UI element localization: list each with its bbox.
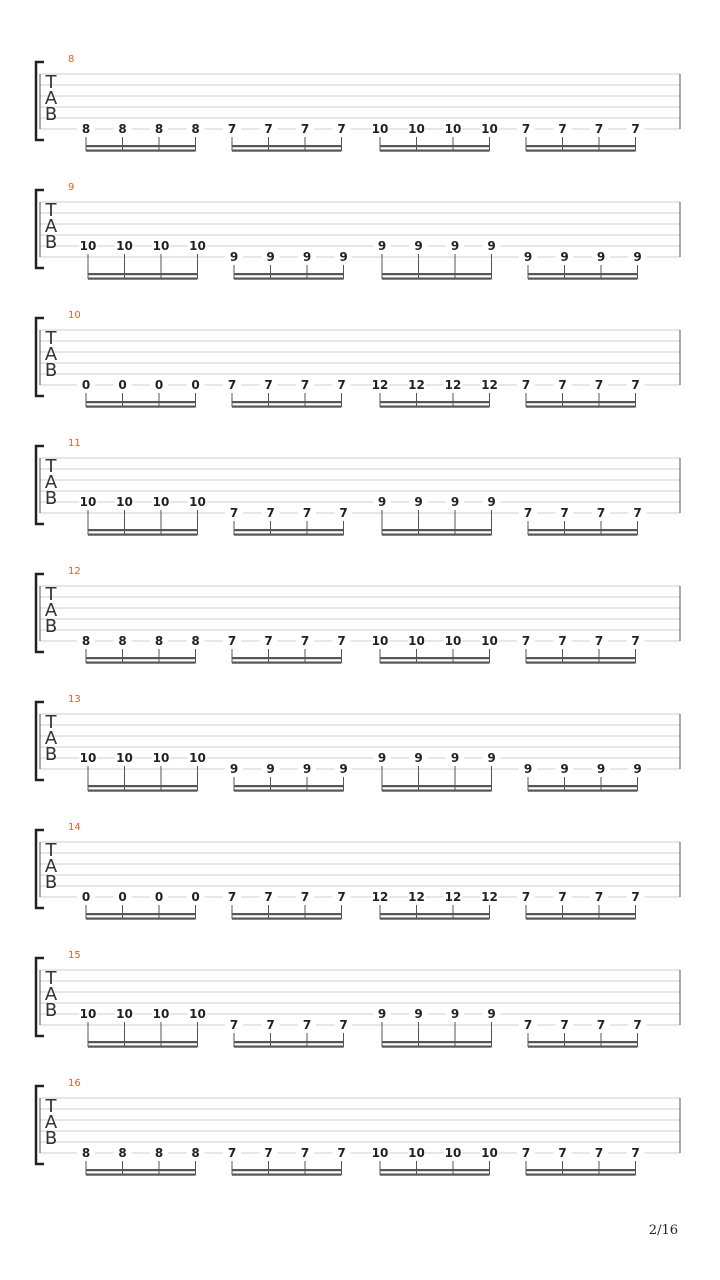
fret-number: 7 [560,506,569,520]
fret-number: 7 [264,634,273,648]
fret-number: 7 [523,506,533,520]
measure-number: 16 [68,1078,81,1089]
beam-secondary [380,662,490,664]
tab-clef-letter: T [45,968,57,989]
fret-number: 7 [596,1018,606,1032]
tab-clef-letter: B [44,616,58,637]
beam-primary [86,145,196,147]
fret-number: 10 [408,1146,425,1160]
tab-clef-letter: A [44,88,58,109]
fret-number: 7 [266,506,275,520]
beam-primary [88,1041,198,1043]
fret-number: 10 [79,1007,97,1021]
fret-number: 7 [300,122,310,136]
fret-number: 7 [521,634,531,648]
beam-primary [86,657,196,659]
tab-clef-letter: T [45,840,57,861]
beam-primary [382,273,492,275]
beam-primary [232,913,342,915]
beam-primary [86,1169,196,1171]
beam-primary [232,1169,342,1171]
fret-number: 10 [116,751,133,765]
fret-number: 0 [191,378,200,392]
beam-primary [380,657,490,659]
fret-number: 7 [558,1146,567,1160]
tab-clef-letter: T [45,456,57,477]
fret-number: 7 [227,634,237,648]
fret-number: 9 [450,239,460,253]
page-number: 2/16 [648,1223,678,1238]
beam-secondary [232,918,342,920]
fret-number: 7 [558,890,567,904]
fret-number: 9 [229,762,239,776]
tab-clef-letter: T [45,328,57,349]
beam-primary [234,273,344,275]
fret-number: 7 [337,890,346,904]
fret-number: 7 [558,122,567,136]
measure-number: 14 [68,822,81,833]
tab-clef-letter: A [44,600,58,621]
beam-primary [88,785,198,787]
beam-secondary [380,918,490,920]
tab-clef-letter: B [44,1000,58,1021]
fret-number: 0 [154,890,164,904]
fret-number: 0 [81,890,91,904]
fret-number: 8 [154,634,164,648]
tab-system [36,54,680,152]
beam-secondary [88,790,198,792]
fret-number: 7 [264,378,273,392]
fret-number: 10 [79,495,97,509]
fret-number: 9 [523,250,533,264]
fret-number: 9 [414,1007,423,1021]
fret-number: 8 [191,1146,200,1160]
fret-number: 10 [189,751,206,765]
beam-primary [526,145,636,147]
fret-number: 10 [444,634,462,648]
fret-number: 7 [227,890,237,904]
beam-secondary [528,278,638,280]
fret-number: 0 [81,378,91,392]
beam-secondary [382,278,492,280]
beam-secondary [526,662,636,664]
beam-secondary [382,790,492,792]
fret-number: 7 [631,378,640,392]
beam-secondary [88,534,198,536]
beam-secondary [232,662,342,664]
fret-number: 10 [408,122,425,136]
fret-number: 9 [266,250,275,264]
tab-clef-letter: B [44,744,58,765]
fret-number: 8 [191,634,200,648]
tab-clef-letter: A [44,728,58,749]
fret-number: 12 [481,890,498,904]
tab-clef-letter: T [45,1096,57,1117]
fret-number: 12 [481,378,498,392]
beam-primary [86,913,196,915]
tab-clef-letter: A [44,344,58,365]
fret-number: 7 [266,1018,275,1032]
fret-number: 9 [560,762,569,776]
measure-number: 9 [68,182,75,193]
tab-clef-letter: A [44,216,58,237]
beam-primary [528,529,638,531]
fret-number: 7 [300,1146,310,1160]
fret-number: 10 [152,495,170,509]
fret-number: 8 [191,122,200,136]
fret-number: 9 [302,762,312,776]
fret-number: 0 [191,890,200,904]
beam-secondary [528,1046,638,1048]
fret-number: 7 [594,634,604,648]
fret-number: 9 [377,1007,387,1021]
fret-number: 10 [444,1146,462,1160]
beam-primary [380,1169,490,1171]
fret-number: 10 [79,239,97,253]
fret-number: 8 [154,1146,164,1160]
beam-primary [526,1169,636,1171]
beam-secondary [86,1174,196,1176]
measure-number: 12 [68,566,81,577]
tab-system [36,566,680,664]
beam-secondary [234,534,344,536]
fret-number: 7 [594,122,604,136]
fret-number: 7 [596,506,606,520]
measure-number: 10 [68,310,81,321]
fret-number: 9 [377,751,387,765]
fret-number: 7 [227,378,237,392]
fret-number: 9 [266,762,275,776]
tab-system [36,950,680,1048]
fret-number: 7 [302,1018,312,1032]
fret-number: 10 [371,634,389,648]
fret-number: 9 [414,751,423,765]
fret-number: 7 [521,890,531,904]
fret-number: 7 [229,506,239,520]
beam-primary [86,401,196,403]
beam-secondary [232,406,342,408]
beam-secondary [526,150,636,152]
measure-number: 13 [68,694,81,705]
fret-number: 10 [189,1007,206,1021]
fret-number: 8 [81,1146,91,1160]
fret-number: 9 [523,762,533,776]
beam-secondary [380,406,490,408]
tab-system [36,182,680,280]
fret-number: 8 [81,634,91,648]
beam-secondary [86,406,196,408]
fret-number: 7 [558,378,567,392]
fret-number: 7 [523,1018,533,1032]
fret-number: 8 [118,1146,127,1160]
measure-number: 11 [68,438,81,449]
fret-number: 7 [631,122,640,136]
tab-clef-letter: B [44,488,58,509]
beam-primary [528,785,638,787]
beam-secondary [382,534,492,536]
fret-number: 7 [264,122,273,136]
fret-number: 9 [377,239,387,253]
fret-number: 10 [371,122,389,136]
fret-number: 12 [371,378,389,392]
fret-number: 7 [594,890,604,904]
beam-secondary [382,1046,492,1048]
fret-number: 10 [481,1146,498,1160]
beam-secondary [380,1174,490,1176]
fret-number: 7 [300,378,310,392]
fret-number: 10 [152,1007,170,1021]
fret-number: 7 [227,1146,237,1160]
fret-number: 7 [339,506,348,520]
fret-number: 8 [118,122,127,136]
beam-secondary [526,1174,636,1176]
beam-secondary [88,1046,198,1048]
fret-number: 9 [487,239,496,253]
tab-system [36,694,680,792]
fret-number: 9 [633,250,642,264]
fret-number: 7 [631,890,640,904]
fret-number: 7 [302,506,312,520]
beam-secondary [234,1046,344,1048]
beam-primary [382,529,492,531]
fret-number: 9 [229,250,239,264]
tab-clef-letter: T [45,200,57,221]
beam-primary [526,657,636,659]
measure-number: 15 [68,950,81,961]
tab-system [36,310,680,408]
tab-system [36,438,680,536]
fret-number: 7 [521,122,531,136]
fret-number: 7 [633,1018,642,1032]
fret-number: 7 [631,1146,640,1160]
fret-number: 10 [152,239,170,253]
beam-primary [232,657,342,659]
fret-number: 10 [189,495,206,509]
fret-number: 10 [116,1007,133,1021]
beam-primary [528,273,638,275]
fret-number: 12 [444,378,462,392]
beam-secondary [380,150,490,152]
beam-primary [526,401,636,403]
fret-number: 7 [560,1018,569,1032]
fret-number: 7 [594,1146,604,1160]
tab-clef-letter: B [44,1128,58,1149]
fret-number: 8 [154,122,164,136]
beam-secondary [86,150,196,152]
fret-number: 7 [337,122,346,136]
fret-number: 9 [414,495,423,509]
fret-number: 10 [408,634,425,648]
tab-system [36,1078,680,1176]
fret-number: 9 [450,751,460,765]
fret-number: 9 [339,250,348,264]
fret-number: 9 [487,495,496,509]
fret-number: 12 [444,890,462,904]
beam-primary [234,1041,344,1043]
fret-number: 12 [408,378,425,392]
fret-number: 7 [264,1146,273,1160]
fret-number: 7 [633,506,642,520]
beam-secondary [528,790,638,792]
measure-number: 8 [68,54,75,65]
fret-number: 7 [300,634,310,648]
beam-primary [232,401,342,403]
beam-primary [88,529,198,531]
fret-number: 9 [450,1007,460,1021]
fret-number: 0 [118,378,127,392]
beam-primary [526,913,636,915]
fret-number: 7 [339,1018,348,1032]
fret-number: 10 [152,751,170,765]
fret-number: 10 [444,122,462,136]
fret-number: 10 [79,751,97,765]
tab-clef-letter: T [45,72,57,93]
fret-number: 7 [229,1018,239,1032]
beam-secondary [88,278,198,280]
beam-primary [380,913,490,915]
fret-number: 10 [481,634,498,648]
fret-number: 12 [408,890,425,904]
tab-clef-letter: B [44,104,58,125]
beam-primary [234,785,344,787]
fret-number: 10 [371,1146,389,1160]
beam-primary [382,785,492,787]
beam-primary [234,529,344,531]
tab-clef-letter: B [44,232,58,253]
tab-clef-letter: T [45,584,57,605]
fret-number: 0 [154,378,164,392]
beam-primary [88,273,198,275]
fret-number: 9 [596,250,606,264]
fret-number: 12 [371,890,389,904]
beam-primary [528,1041,638,1043]
beam-secondary [234,278,344,280]
tab-system [36,822,680,920]
fret-number: 7 [631,634,640,648]
fret-number: 9 [633,762,642,776]
fret-number: 8 [118,634,127,648]
systems-layer [36,54,680,1176]
fret-number: 10 [481,122,498,136]
beam-secondary [526,406,636,408]
fret-number: 7 [300,890,310,904]
tab-clef-letter: A [44,472,58,493]
tab-clef-letter: A [44,984,58,1005]
fret-number: 8 [81,122,91,136]
fret-number: 10 [116,495,133,509]
beam-secondary [528,534,638,536]
tab-clef-letter: T [45,712,57,733]
fret-number: 7 [337,634,346,648]
tab-clef-letter: B [44,872,58,893]
fret-number: 7 [558,634,567,648]
fret-number: 9 [339,762,348,776]
beam-primary [380,401,490,403]
fret-number: 9 [596,762,606,776]
fret-number: 7 [337,378,346,392]
fret-number: 7 [337,1146,346,1160]
fret-number: 7 [521,1146,531,1160]
beam-secondary [234,790,344,792]
fret-number: 0 [118,890,127,904]
tab-clef-letter: A [44,856,58,877]
fret-number: 7 [264,890,273,904]
beam-secondary [86,918,196,920]
beam-secondary [232,1174,342,1176]
fret-number: 7 [521,378,531,392]
fret-number: 7 [227,122,237,136]
beam-secondary [526,918,636,920]
tab-clef-letter: A [44,1112,58,1133]
beam-primary [380,145,490,147]
fret-number: 7 [594,378,604,392]
fret-number: 9 [487,1007,496,1021]
beam-primary [382,1041,492,1043]
fret-number: 10 [116,239,133,253]
fret-number: 9 [414,239,423,253]
beam-secondary [232,150,342,152]
beam-secondary [86,662,196,664]
fret-number: 9 [302,250,312,264]
fret-number: 9 [560,250,569,264]
fret-number: 9 [377,495,387,509]
fret-number: 9 [450,495,460,509]
fret-number: 9 [487,751,496,765]
beam-primary [232,145,342,147]
tab-clef-letter: B [44,360,58,381]
fret-number: 10 [189,239,206,253]
